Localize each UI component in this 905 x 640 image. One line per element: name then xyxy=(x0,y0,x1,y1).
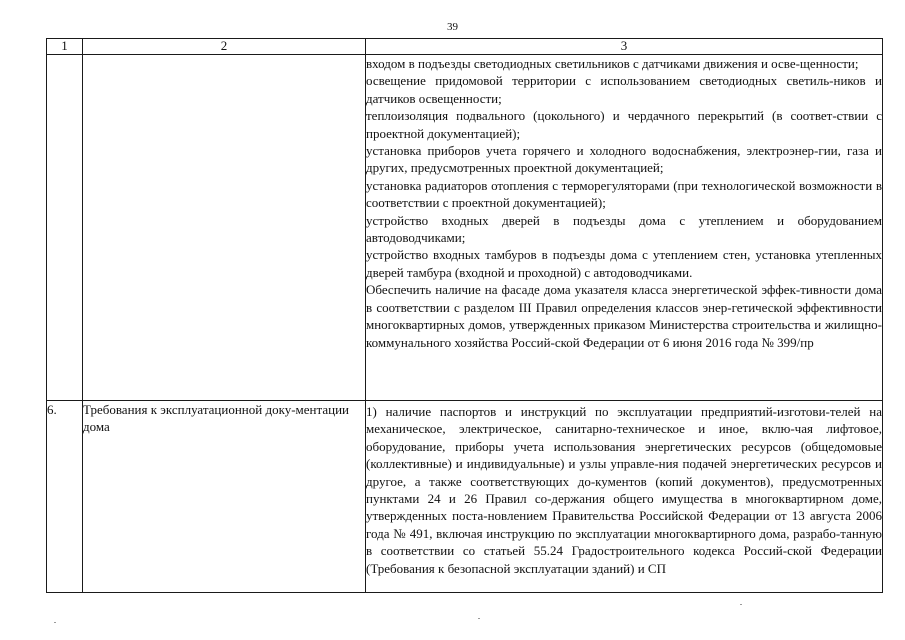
paragraph-insulation: теплоизоляция подвального (цокольного) и чердачного перекрытий (в соответ-ствии с проектной документацией); xyxy=(366,108,882,141)
paragraph-operating-documentation: 1) наличие паспортов и инструкций по эксплуатации предприятий-изготови-телей на механическое, электрическое, санитарно-техническое и иное, вклю-чая лифтовое, оборудование, приборы учета использования энергетических ресурсов (общедомовые (коллективные) и индивидуальные) и узлы управле-ния подачей энергетических ресурсов и другое, а также соответствующих до-кументов (копий документов), предусмотренных пунктами 24 и 26 Правил со-держания общего имущества в многоквартирном доме, утвержденных поста-новлением Правительства Российской Федерации от 13 августа 2006 года № 491, включая инструкцию по эксплуатации многоквартирного дома, разрабо-танную в соответствии со статьей 55.24 Градостроительного кодекса Россий-ской Федерации (Требования к безопасной эксплуатации зданий) и СП xyxy=(366,404,882,576)
column-header-3: 3 xyxy=(366,39,883,55)
column-header-1: 1 xyxy=(47,39,83,55)
requirement-title-cell-empty xyxy=(83,55,366,401)
row-number-cell-empty xyxy=(47,55,83,401)
paragraph-entrance-doors: устройство входных дверей в подъезды дома с утеплением и оборудованием автодоводчиками; xyxy=(366,212,882,246)
requirement-title-cell xyxy=(83,401,366,593)
table-header-row xyxy=(47,39,883,55)
scan-speck xyxy=(478,618,480,619)
table-row-continuation xyxy=(47,55,883,401)
paragraph-radiators: установка радиаторов отопления с терморегуляторами (при технологической возможности в соответствии с проектной документацией); xyxy=(366,177,882,211)
column-header-2: 2 xyxy=(83,39,366,55)
requirement-text-cell xyxy=(366,55,883,401)
page-number: 39 xyxy=(447,21,458,33)
paragraph-led-lighting-entrances: входом в подъезды светодиодных светильников с датчиками движения и осве-щенности; xyxy=(366,56,859,71)
requirement-text-cell-6 xyxy=(366,401,883,593)
requirement-title: Требования к эксплуатационной доку-ментации дома xyxy=(83,402,349,435)
paragraph-yard-lighting: освещение придомовой территории с использованием светодиодных светиль-ников и датчиков освещенности; xyxy=(366,73,882,106)
row-number-cell: 6. xyxy=(47,401,83,593)
scan-speck xyxy=(54,622,56,623)
scan-speck xyxy=(740,604,742,605)
paragraph-meters: установка приборов учета горячего и холодного водоснабжения, электроэнер-гии, газа и других, предусмотренных проектной документацией; xyxy=(366,143,882,176)
paragraph-energy-class-sign: Обеспечить наличие на фасаде дома указателя класса энергетической эффек-тивности дома в соответствии с разделом III Правил определения классов энер-гетической эффективности многоквартирных домов, утвержденных приказом Министерства строительства и жилищно-коммунального хозяйства Россий-ской Федерации от 6 июня 2016 года № 399/пр xyxy=(366,282,882,350)
table-row-6 xyxy=(47,401,883,593)
document-table xyxy=(46,38,883,593)
paragraph-vestibules: устройство входных тамбуров в подъезды дома с утеплением стен, установка утепленных дверей тамбура (входной и проходной) с автодоводчиками. xyxy=(366,247,882,280)
